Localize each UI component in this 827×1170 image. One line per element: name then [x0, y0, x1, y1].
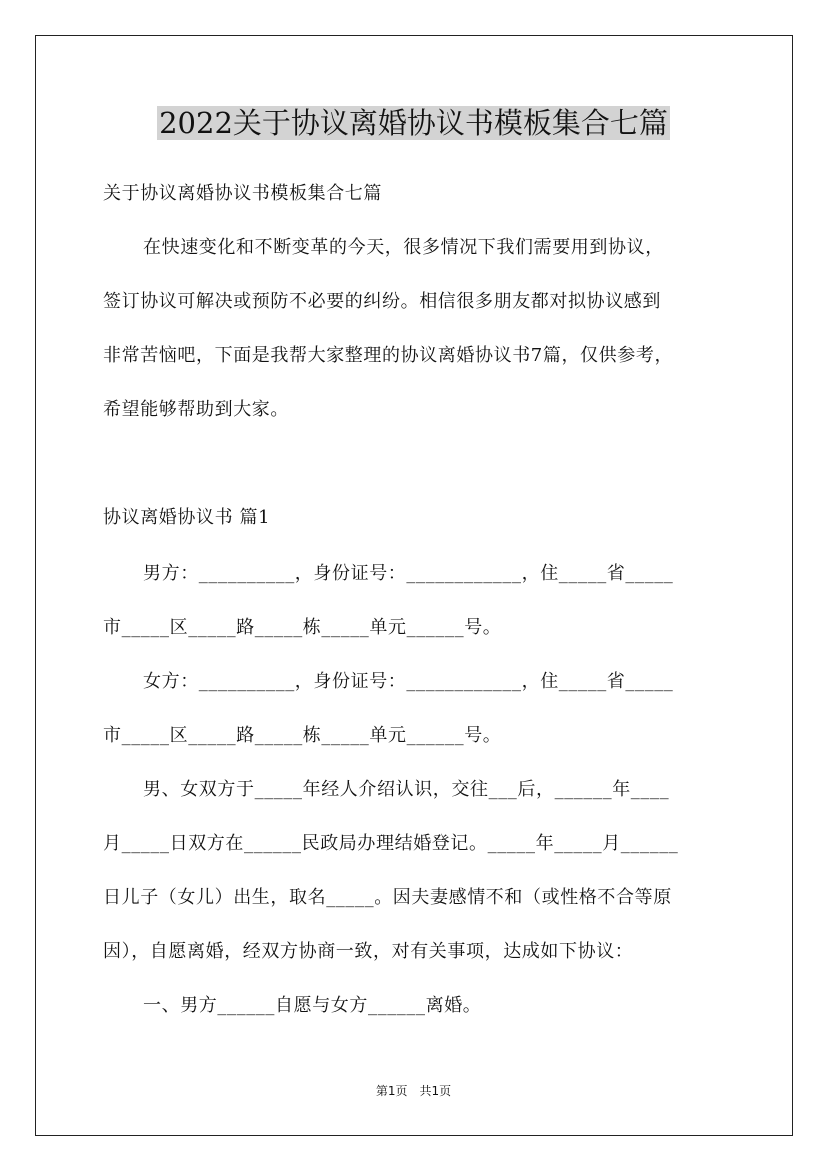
section-heading: 协议离婚协议书 篇1 [103, 507, 271, 528]
female-party-line-1: 女方：__________，身份证号：____________，住_____省_____ [143, 671, 674, 692]
intro-line-2: 签订协议可解决或预防不必要的纠纷。相信很多朋友都对拟协议感到 [103, 291, 661, 312]
document-title-text: 2022关于协议离婚协议书模板集合七篇 [159, 106, 668, 140]
intro-line-4: 希望能够帮助到大家。 [103, 399, 289, 420]
intro-line-3: 非常苦恼吧，下面是我帮大家整理的协议离婚协议书7篇，仅供参考， [103, 345, 674, 366]
marriage-info-line-2: 月_____日双方在______民政局办理结婚登记。_____年_____月______ [103, 833, 679, 854]
marriage-info-line-3: 日儿子（女儿）出生，取名_____。因夫妻感情不和（或性格不合等原 [103, 887, 672, 908]
document-subtitle: 关于协议离婚协议书模板集合七篇 [103, 183, 382, 204]
document-title [0, 103, 827, 143]
male-party-line-1: 男方：__________，身份证号：____________，住_____省_____ [143, 563, 674, 584]
marriage-info-line-4: 因），自愿离婚，经双方协商一致，对有关事项，达成如下协议： [103, 941, 634, 962]
clause-one: 一、男方______自愿与女方______离婚。 [143, 995, 482, 1016]
female-party-line-2: 市_____区_____路_____栋_____单元______号。 [103, 725, 502, 746]
page-number: 第1页 共1页 [375, 1084, 452, 1098]
male-party-line-2: 市_____区_____路_____栋_____单元______号。 [103, 617, 502, 638]
intro-line-1: 在快速变化和不断变革的今天，很多情况下我们需要用到协议， [143, 237, 664, 258]
marriage-info-line-1: 男、女双方于_____年经人介绍认识，交往___后，______年____ [143, 779, 670, 800]
